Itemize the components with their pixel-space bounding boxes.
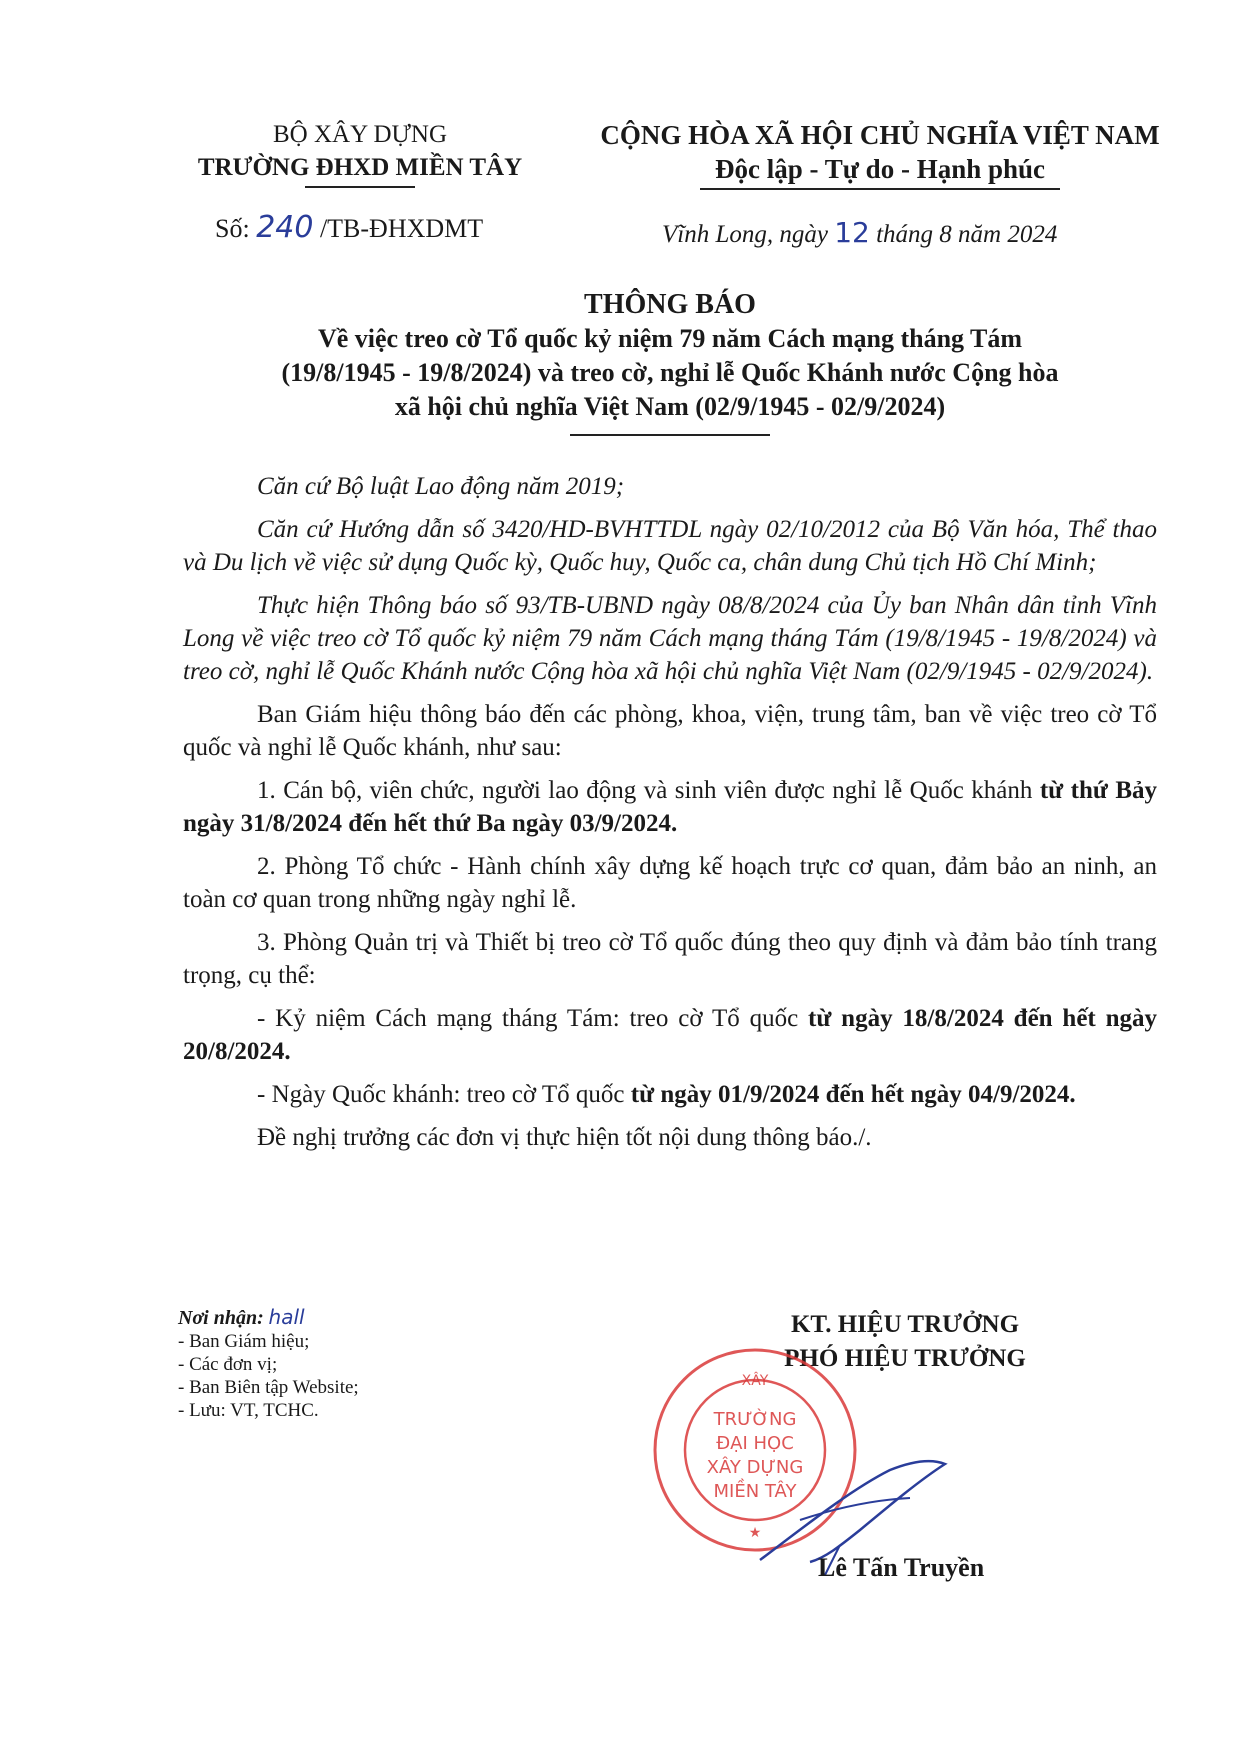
title-underline	[570, 434, 770, 436]
basis-1: Căn cứ Bộ luật Lao động năm 2019;	[257, 473, 625, 500]
issuer-header	[150, 118, 570, 188]
intro-paragraph: Ban Giám hiệu thông báo đến các phòng, khoa, viện, trung tâm, ban về việc treo cờ Tổ quốc và nghỉ lễ Quốc khánh, như sau:	[183, 701, 1157, 761]
country-name: CỘNG HÒA XÃ HỘI CHỦ NGHĨA VIỆT NAM	[600, 120, 1160, 150]
recipient-item: - Ban Biên tập Website;	[178, 1377, 359, 1398]
stamp-text: XÂY DỰNG	[706, 1457, 804, 1478]
document-title: THÔNG BÁO	[584, 289, 756, 320]
item-1	[183, 774, 1157, 840]
recipients-heading: Nơi nhận:	[178, 1307, 264, 1329]
date-suffix: tháng 8 năm 2024	[876, 221, 1058, 248]
document-body	[183, 470, 1157, 1164]
stamp-text: ĐẠI HỌC	[716, 1433, 794, 1454]
university-name: TRƯỜNG ĐHXD MIỀN TÂY	[197, 154, 523, 181]
motto: Độc lập - Tự do - Hạnh phúc	[714, 154, 1046, 184]
stamp-text: TRƯỜNG	[713, 1409, 797, 1430]
item-1-bold: từ thứ Bảy ngày 31/8/2024 đến hết thứ Ba ngày 03/9/2024.	[183, 777, 1157, 837]
sub-item-2-bold: từ ngày 01/9/2024 đến hết ngày 04/9/2024.	[630, 1081, 1076, 1108]
recipient-item: - Lưu: VT, TCHC.	[178, 1400, 319, 1421]
recipients-block	[178, 1306, 538, 1422]
basis-2: Căn cứ Hướng dẫn số 3420/HD-BVHTTDL ngày 02/10/2012 của Bộ Văn hóa, Thể thao và Du lịch về việc sử dụng Quốc kỳ, Quốc huy, Quốc ca, chân dung Chủ tịch Hồ Chí Minh;	[183, 516, 1157, 576]
signature-line-2: PHÓ HIỆU TRƯỞNG	[784, 1345, 1026, 1372]
title-line-3: xã hội chủ nghĩa Việt Nam (02/9/1945 - 02/9/2024)	[394, 392, 946, 421]
date-prefix: Vĩnh Long, ngày	[662, 221, 828, 248]
item-1-text: 1. Cán bộ, viên chức, người lao động và sinh viên được nghỉ lễ Quốc khánh	[257, 777, 1040, 804]
basis-3: Thực hiện Thông báo số 93/TB-UBND ngày 08/8/2024 của Ủy ban Nhân dân tỉnh Vĩnh Long về việc treo cờ Tổ quốc kỷ niệm 79 năm Cách mạng tháng Tám (19/8/1945 - 19/8/2024) và treo cờ, nghỉ lễ Quốc Khánh nước Cộng hòa xã hội chủ nghĩa Việt Nam (02/9/1945 - 02/9/2024).	[183, 592, 1157, 685]
sub-item-1	[183, 1002, 1157, 1068]
sub-item-1-bold: từ ngày 18/8/2024 đến hết ngày 20/8/2024.	[183, 1005, 1157, 1065]
document-date	[662, 216, 1057, 249]
sub-item-1-text: - Kỷ niệm Cách mạng tháng Tám: treo cờ Tổ quốc	[257, 1005, 809, 1032]
number-handwritten: 240	[256, 210, 314, 245]
sub-item-2	[183, 1078, 1157, 1111]
sub-item-2-text: - Ngày Quốc khánh: treo cờ Tổ quốc	[257, 1081, 631, 1108]
item-3: 3. Phòng Quản trị và Thiết bị treo cờ Tổ quốc đúng theo quy định và đảm bảo tính trang trọng, cụ thể:	[183, 929, 1157, 989]
title-line-1: Về việc treo cờ Tổ quốc kỷ niệm 79 năm Cách mạng tháng Tám	[317, 324, 1023, 353]
motto-underline	[700, 188, 1060, 190]
signature-line-1: KT. HIỆU TRƯỞNG	[790, 1311, 1020, 1338]
number-prefix: Số:	[215, 214, 250, 243]
signer-name: Lê Tấn Truyền	[818, 1553, 985, 1582]
header-divider	[305, 186, 415, 188]
document-number	[215, 210, 483, 245]
title-block	[150, 288, 1190, 436]
handwritten-initials: hall	[268, 1305, 305, 1329]
number-suffix: /TB-ĐHXDMT	[319, 214, 484, 243]
item-2: 2. Phòng Tổ chức - Hành chính xây dựng kế hoạch trực cơ quan, đảm bảo an ninh, an toàn cơ quan trong những ngày nghỉ lễ.	[183, 853, 1157, 913]
national-header	[570, 118, 1190, 190]
recipient-item: - Ban Giám hiệu;	[178, 1331, 310, 1352]
closing-paragraph: Đề nghị trưởng các đơn vị thực hiện tốt nội dung thông báo./.	[257, 1124, 872, 1151]
ministry-name: BỘ XÂY DỰNG	[272, 121, 448, 148]
date-day-handwritten: 12	[834, 216, 870, 249]
title-line-2: (19/8/1945 - 19/8/2024) và treo cờ, nghỉ lễ Quốc Khánh nước Cộng hòa	[281, 358, 1059, 387]
stamp-text: XÂY	[741, 1373, 769, 1389]
stamp-star-icon: ★	[748, 1525, 762, 1541]
stamp-text: MIỀN TÂY	[713, 1481, 797, 1502]
recipient-item: - Các đơn vị;	[178, 1354, 278, 1375]
